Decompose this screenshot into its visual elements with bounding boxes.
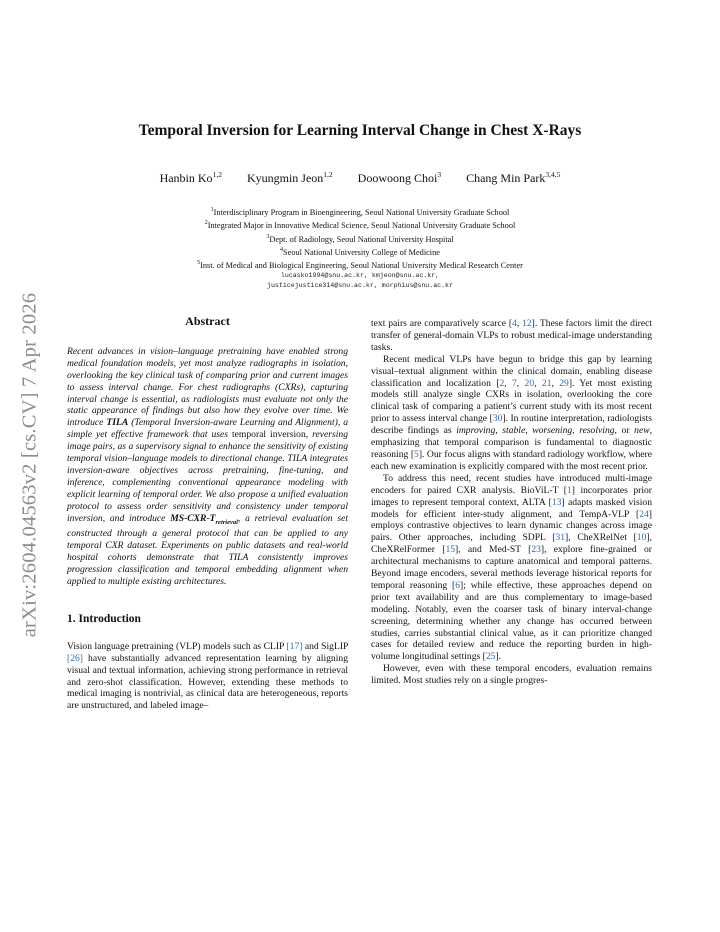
affiliation-line: $^2$Integrated Major in Innovative Medical Science, Seoul National University Graduate School [204,220,516,231]
affiliation-line: $^4$Seoul National University College of Medicine [280,246,440,257]
right-column [371,318,652,687]
citation-link[interactable]: 5 [414,448,419,460]
body-paragraph: To address this need, recent studies have introduced multi-image encoders for paired CXR analysis. BioViL-T [1] incorporates prior images to represent temporal context, ALTA [13] adapts masked vision models for efficient inter-study alignment, and TempA-VLP [24] employs contrastive objectives to learn dynamic changes across image pairs. Other approaches, including SDPL [31], CheXRelNet [10], CheXRelFormer [15], and Med-ST [23], explore fine-grained or architectural mechanisms to capture anatomical and temporal patterns. Beyond image encoders, several methods leverage historical reports for temporal reasoning [6]; while effective, these approaches depend on prior text availability and are thus complementary to image-based modeling. Notably, even the coarser task of binary interval-change screening, determining whether any change has occurred between studies, carries substantial clinical value, as it can prioritize changed cases for detailed review and reduce the reporting burden in high-volume longitudinal settings [25]. [371,472,652,663]
body-paragraph: text pairs are comparatively scarce [4, 12]. These factors limit the direct transfer of general-domain VLPs to robust medical-image understanding tasks. [371,318,652,353]
citation-link[interactable]: [17] [286,640,303,652]
affiliation-line: $^1$Interdisciplinary Program in Bioengineering, Seoul National University Graduate School [210,207,510,217]
citation-link[interactable]: 10 [636,532,647,544]
citation-link[interactable]: 24 [639,508,649,520]
body-paragraph: However, even with these temporal encoders, evaluation remains limited. Most studies rely on a single progres- [371,663,652,687]
citation-link[interactable]: 31 [555,532,566,544]
author: Doowoong Choi$^3$ [357,170,442,185]
citation-link[interactable]: 6 [455,579,461,591]
citation-link[interactable]: 23 [531,544,541,556]
affiliation-line: $^5$Inst. of Medical and Biological Engineering, Seoul National University Medical Research Center [197,260,523,270]
citation-link[interactable]: 4 [512,318,517,329]
citation-link[interactable]: 20 [524,377,535,389]
citation-link[interactable]: 30 [492,413,503,425]
citation-link[interactable]: 21 [541,377,552,389]
citation-link[interactable]: 13 [551,496,562,508]
paper-title: Temporal Inversion for Learning Interval Change in Chest X-Rays [138,122,582,139]
abstract-text: Recent advances in vision–language pretraining have enabled strong medical foundation models, yet most analyze radiographs in isolation, overlooking the key clinical task of comparing prior and current images to assess interval change. For chest radiographs (CXRs), capturing interval change is essential, as radiologists must evaluate not only the static appearance of findings but also how they evolve over time. We introduce TILA (Temporal Inversion-aware Learning and Alignment), a simple yet effective framework that uses temporal inversion, reversing image pairs, as a supervisory signal to enhance the sensitivity of existing temporal vision–language models to directional change. TILA integrates inversion-aware objectives across pretraining, fine-tuning, and inference, complementing conventional appearance modeling with explicit learning of temporal order. We also propose a unified evaluation protocol to assess order sensitivity and consistency under temporal inversion, and introduce $MS-CXR-T_{retrieval}$, a retrieval evaluation set constructed through a general protocol that can be applied to any temporal CXR dataset. Experiments on public datasets and real-world hospital cohorts demonstrate that TILA consistently improves progression classification and temporal embedding alignment when applied to multiple existing architectures. [67,345,349,588]
body-paragraph: Recent medical VLPs have begun to bridge this gap by learning visual–textual alignment within the clinical domain, enabling disease classification and localization [2, 7, 20, 21, 29]. Yet most existing models still analyze single CXRs in isolation, overlooking the core clinical task of comparing a patient’s current study with its most recent prior to assess interval change [30]. In routine interpretation, radiologists describe findings as improving, stable, worsening, resolving, or new, emphasizing that temporal comparison is fundamental to diagnostic reasoning [5]. Our focus aligns with standard radiology workflow, where each new examination is explicitly compared with the most recent prior. [371,353,653,472]
citation-link[interactable]: 1 [566,484,572,496]
citation-link[interactable]: 29 [559,377,569,389]
abstract-heading: Abstract [185,314,230,328]
arxiv-identifier-stamp: arXiv:2604.04563v2 [cs.CV] 7 Apr 2026 [18,292,41,638]
affiliation-line: $^3$Dept. of Radiology, Seoul National University Hospital [266,233,454,244]
citation-link[interactable]: 25 [485,651,496,663]
email-line: lucasko1994@snu.ac.kr, kmjeon@snu.ac.kr, [280,272,440,280]
author: Hanbin Ko$^{1,2}$ [159,170,222,185]
citation-link[interactable]: 7 [512,377,517,389]
intro-paragraph: Vision language pretraining (VLP) models such as CLIP [17] and SigLIP [26] have substantially advanced representation learning by aligning visual and textual information, achieving strong performance in retrieval and zero-shot classification. However, extending these methods to medical imaging is nontrivial, as clinical data are heterogeneous, reports are unstructured, and labeled image– [67,640,348,712]
ms-cxr-t-name: $MS-CXR-T_{retrieval}$ [170,512,238,526]
affiliations [0,205,720,291]
left-column [67,316,348,712]
tila-name: TILA [106,417,129,429]
email-line: justicejustice314@snu.ac.kr, morphius@snu.ac.kr [267,282,453,290]
citation-link[interactable]: 12 [522,318,532,329]
citation-link[interactable]: [26] [67,652,83,664]
author: Kyungmin Jeon$^{1,2}$ [246,170,333,185]
section-heading-introduction: 1. Introduction [67,612,141,625]
citation-link[interactable]: 2 [499,377,505,389]
author: Chang Min Park$^{3,4,5}$ [466,170,561,185]
citation-link[interactable]: 15 [445,544,456,556]
author-list [0,170,720,186]
